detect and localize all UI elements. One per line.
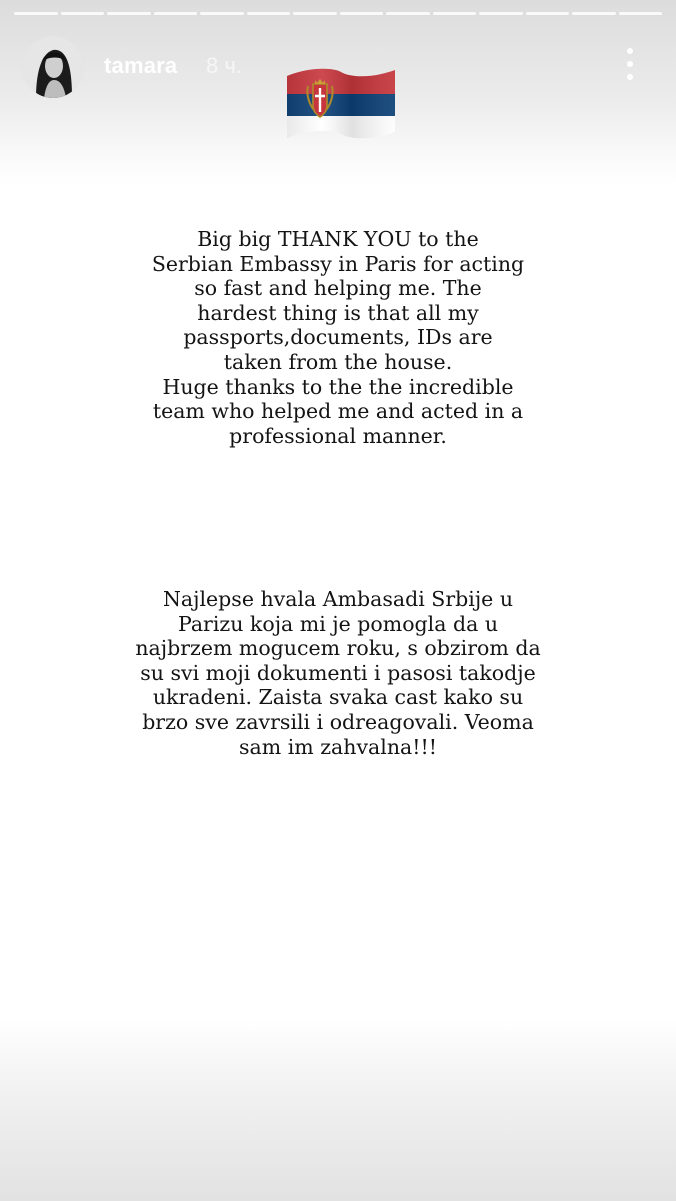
text-line: team who helped me and acted in a [152, 399, 524, 424]
text-line: hardest thing is that all my [197, 300, 479, 325]
text-line: Parizu koja mi je pomogla da u [177, 611, 499, 636]
story-text-serbian [90, 587, 586, 759]
text-line: taken from the house. [223, 349, 453, 374]
progress-segment [386, 12, 430, 15]
text-line: Serbian Embassy in Paris for acting [151, 251, 525, 276]
text-line: najbrzem mogucem roku, s obzirom da [135, 636, 541, 661]
avatar-photo-icon [22, 36, 84, 98]
text-line: sam im zahvalna!!! [239, 734, 437, 759]
text-line: Najlepse hvala Ambasadi Srbije u [162, 587, 514, 611]
progress-segment [572, 12, 616, 15]
bottom-shade [0, 1020, 676, 1201]
more-dot-icon [627, 61, 633, 67]
text-line: ukradeni. Zaista svaka cast kako su [152, 685, 524, 710]
text-line: brzo sve zavrsili i odreagovali. Veoma [142, 709, 534, 734]
progress-segment [479, 12, 523, 15]
text-line: Big big THANK YOU to the [197, 227, 479, 251]
story-text-english [90, 227, 586, 448]
progress-segment [433, 12, 477, 15]
post-timestamp: 8 ч. [206, 53, 242, 78]
more-options-button[interactable] [614, 44, 648, 84]
progress-segment [107, 12, 151, 15]
progress-segment [526, 12, 570, 15]
story-progress-bar [14, 12, 662, 16]
progress-segment [247, 12, 291, 15]
progress-segment [619, 12, 663, 15]
text-line: passports,documents, IDs are [183, 325, 493, 350]
text-line: su svi moji dokumenti i pasosi takodje [140, 660, 536, 685]
progress-segment [340, 12, 384, 15]
progress-segment [293, 12, 337, 15]
serbia-flag-icon [281, 62, 399, 150]
progress-segment [14, 12, 58, 15]
avatar[interactable] [22, 36, 84, 98]
text-line: professional manner. [229, 423, 447, 448]
progress-segment [154, 12, 198, 15]
progress-segment [200, 12, 244, 15]
username[interactable]: tamara [104, 53, 178, 78]
text-line: Huge thanks to the the incredible [162, 374, 514, 399]
more-dot-icon [627, 74, 633, 80]
more-dot-icon [627, 48, 633, 54]
text-line: so fast and helping me. The [194, 276, 482, 301]
progress-segment [61, 12, 105, 15]
